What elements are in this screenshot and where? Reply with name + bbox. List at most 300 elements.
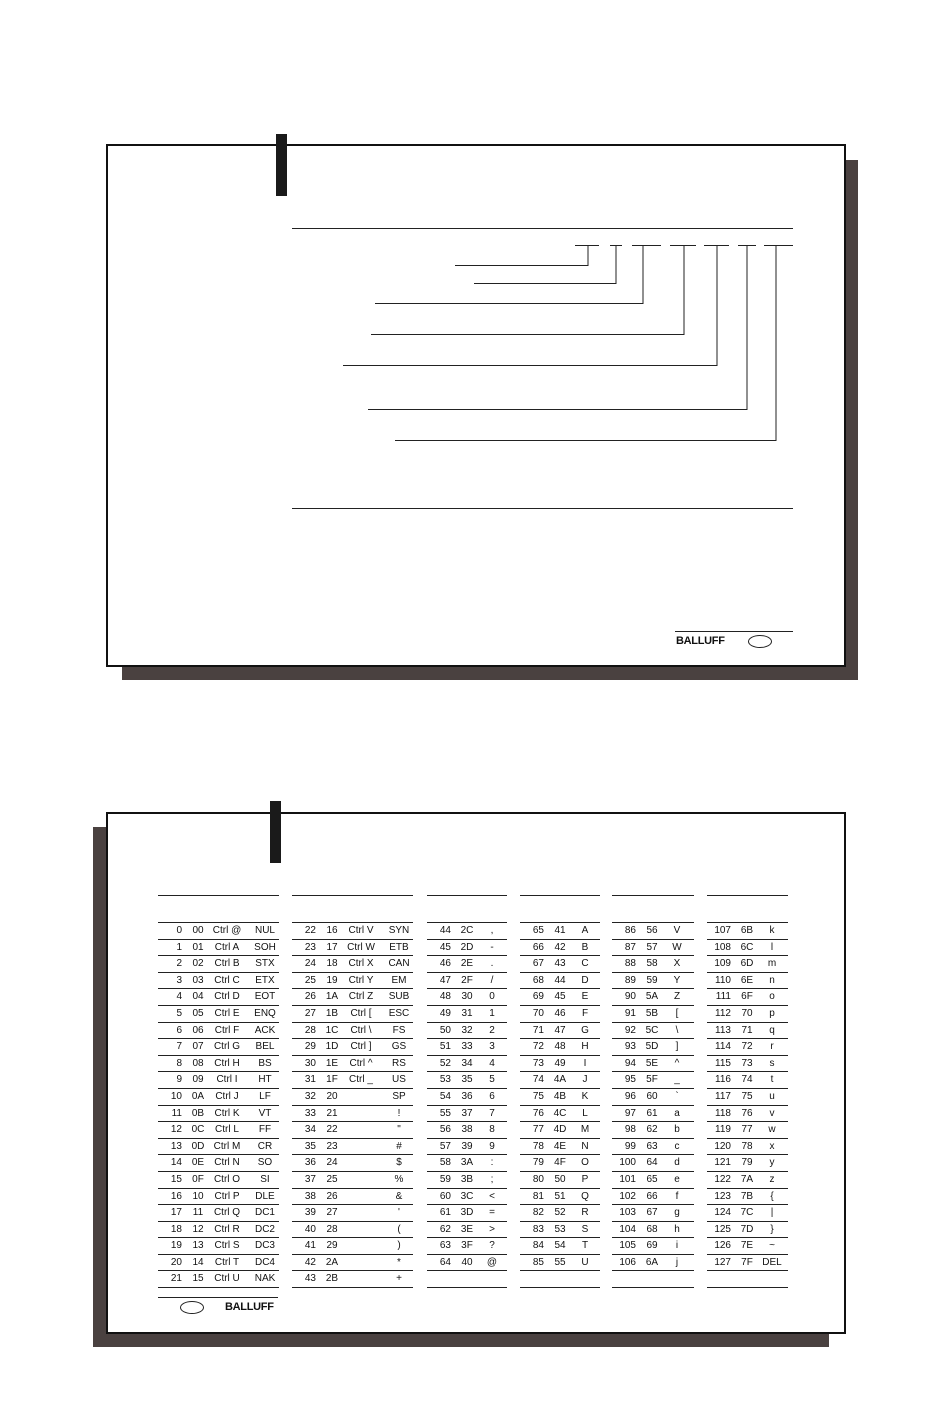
table-row	[707, 1056, 788, 1073]
table-row	[292, 1122, 413, 1139]
char-cell: %	[394, 1173, 404, 1185]
ascii-column	[427, 922, 507, 1288]
char-cell: b	[674, 1124, 680, 1136]
hex-cell: 72	[741, 1041, 753, 1053]
hex-cell: 45	[554, 991, 566, 1003]
decimal-cell: 57	[439, 1140, 451, 1152]
hex-cell: 3A	[460, 1157, 474, 1169]
empty-row	[427, 1271, 507, 1288]
table-row	[158, 1205, 279, 1222]
column-header-rule	[292, 895, 413, 896]
char-cell: SOH	[254, 941, 276, 953]
hex-cell: 5B	[645, 1007, 659, 1019]
hex-cell: 23	[326, 1140, 338, 1152]
decimal-cell: 115	[715, 1057, 731, 1069]
hex-cell: 56	[646, 925, 658, 936]
char-cell: -	[490, 941, 494, 953]
ascii-column	[158, 922, 279, 1288]
decimal-cell: 94	[624, 1057, 636, 1069]
table-row	[427, 956, 507, 973]
hex-cell: 4C	[553, 1107, 567, 1119]
hex-cell: 18	[326, 958, 338, 970]
table-row	[427, 1155, 507, 1172]
hex-cell: 4D	[553, 1124, 567, 1136]
decimal-cell: 70	[532, 1007, 544, 1019]
decimal-cell: 90	[624, 991, 636, 1003]
hex-cell: 1A	[325, 991, 339, 1003]
decimal-cell: 49	[439, 1007, 451, 1019]
char-cell: u	[769, 1090, 775, 1102]
char-cell: DLE	[255, 1190, 275, 1202]
char-cell: s	[769, 1057, 775, 1069]
hex-cell: 0B	[191, 1107, 205, 1119]
decimal-cell: 64	[439, 1256, 451, 1268]
decimal-cell: 26	[304, 991, 316, 1003]
table-row	[292, 1139, 413, 1156]
char-cell: CAN	[388, 958, 410, 970]
char-cell: SO	[257, 1157, 273, 1169]
table-row	[612, 1238, 694, 1255]
hex-cell: 13	[192, 1240, 204, 1252]
ctrl-key-cell: Ctrl ]	[350, 1041, 372, 1053]
hex-cell: 6A	[645, 1256, 659, 1268]
decimal-cell: 104	[619, 1223, 636, 1235]
decimal-cell: 84	[532, 1240, 544, 1252]
char-cell: @	[486, 1256, 498, 1268]
decimal-cell: 112	[715, 1007, 731, 1019]
table-row	[292, 956, 413, 973]
decimal-cell: 68	[532, 974, 544, 986]
char-cell: <	[489, 1190, 495, 1202]
table-row	[612, 1089, 694, 1106]
table-row	[292, 1189, 413, 1206]
char-cell: RS	[392, 1057, 406, 1069]
decimal-cell: 18	[170, 1223, 182, 1235]
decimal-cell: 127	[714, 1256, 731, 1268]
decimal-cell: 16	[170, 1190, 182, 1202]
table-row	[520, 1155, 600, 1172]
table-row	[427, 1072, 507, 1089]
char-cell: B	[581, 941, 589, 953]
decimal-cell: 88	[624, 958, 636, 970]
char-cell: )	[397, 1240, 401, 1252]
hex-cell: 40	[461, 1256, 473, 1268]
decimal-cell: 53	[439, 1074, 451, 1086]
table-row	[292, 1072, 413, 1089]
decimal-cell: 62	[439, 1223, 451, 1235]
decimal-cell: 65	[532, 925, 544, 936]
char-cell: Z	[673, 991, 681, 1003]
ctrl-key-cell: Ctrl _	[349, 1074, 373, 1086]
char-cell: A	[581, 925, 589, 936]
char-cell: 6	[489, 1090, 495, 1102]
char-cell: j	[675, 1256, 679, 1268]
table-row	[707, 1072, 788, 1089]
decimal-cell: 11	[171, 1107, 182, 1119]
table-row	[520, 1238, 600, 1255]
hex-cell: 3F	[461, 1240, 473, 1252]
hex-cell: 50	[554, 1173, 566, 1185]
hex-cell: 6B	[740, 925, 754, 936]
table-row	[707, 1238, 788, 1255]
hex-cell: 44	[554, 974, 566, 986]
char-cell: ACK	[254, 1024, 276, 1036]
hex-cell: 34	[461, 1057, 473, 1069]
table-row	[427, 1122, 507, 1139]
decimal-cell: 24	[304, 958, 316, 970]
decimal-cell: 61	[439, 1207, 451, 1219]
hex-cell: 69	[646, 1240, 658, 1252]
table-row	[292, 1056, 413, 1073]
table-row	[707, 940, 788, 957]
decimal-cell: 122	[714, 1173, 731, 1185]
hex-cell: 2B	[325, 1273, 339, 1285]
table-row	[427, 1189, 507, 1206]
table-row	[158, 940, 279, 957]
char-cell: SI	[260, 1173, 270, 1185]
char-cell: F	[581, 1007, 589, 1019]
hex-cell: 26	[326, 1190, 338, 1202]
hex-cell: 47	[554, 1024, 566, 1036]
decimal-cell: 77	[532, 1124, 544, 1136]
table-row	[612, 1255, 694, 1272]
decimal-cell: 103	[619, 1207, 636, 1219]
decimal-cell: 111	[715, 991, 731, 1003]
decimal-cell: 2	[176, 958, 182, 970]
char-cell: h	[674, 1223, 680, 1235]
table-row	[158, 1238, 279, 1255]
table-row	[612, 1172, 694, 1189]
char-cell: G	[581, 1024, 589, 1036]
table-row	[707, 923, 788, 940]
decimal-cell: 71	[532, 1024, 544, 1036]
decimal-cell: 76	[532, 1107, 544, 1119]
ctrl-key-cell: Ctrl O	[213, 1173, 241, 1185]
decimal-cell: 46	[439, 958, 451, 970]
ctrl-key-cell: Ctrl C	[214, 974, 240, 986]
char-cell: DEL	[762, 1256, 782, 1268]
hex-cell: 0F	[192, 1173, 204, 1185]
hex-cell: 62	[646, 1124, 658, 1136]
table-row	[520, 1039, 600, 1056]
hex-cell: 12	[192, 1223, 204, 1235]
ctrl-key-cell: Ctrl ^	[349, 1057, 373, 1069]
column-header-rule	[158, 895, 279, 896]
ascii-column	[612, 922, 694, 1288]
table-row	[427, 1255, 507, 1272]
char-cell: T	[581, 1240, 589, 1252]
table-row	[612, 1205, 694, 1222]
char-cell: m	[767, 958, 777, 970]
table-row	[158, 1039, 279, 1056]
decimal-cell: 60	[439, 1190, 451, 1202]
hex-cell: 53	[554, 1223, 566, 1235]
hex-cell: 7F	[741, 1256, 753, 1268]
decimal-cell: 40	[304, 1223, 316, 1235]
decimal-cell: 92	[624, 1024, 636, 1036]
table-row	[427, 1089, 507, 1106]
table-row	[520, 1172, 600, 1189]
hex-cell: 6F	[741, 991, 753, 1003]
char-cell: '	[398, 1207, 400, 1219]
table-row	[707, 1023, 788, 1040]
ctrl-key-cell: Ctrl X	[348, 958, 374, 970]
table-row	[427, 1056, 507, 1073]
char-cell: ^	[674, 1057, 680, 1069]
char-cell: W	[672, 941, 682, 953]
decimal-cell: 34	[304, 1124, 316, 1136]
char-cell: &	[395, 1190, 403, 1202]
char-cell: FF	[258, 1124, 272, 1136]
hex-cell: 32	[461, 1024, 473, 1036]
char-cell: :	[490, 1157, 494, 1169]
decimal-cell: 51	[439, 1041, 451, 1053]
table-row	[158, 1106, 279, 1123]
table-row	[158, 923, 279, 940]
table-row	[292, 1155, 413, 1172]
ctrl-key-cell: Ctrl J	[215, 1090, 239, 1102]
decimal-cell: 105	[619, 1240, 636, 1252]
decimal-cell: 100	[619, 1157, 636, 1169]
bottom-card-tab	[270, 801, 281, 863]
char-cell: ~	[769, 1240, 775, 1252]
char-cell: N	[581, 1140, 589, 1152]
ctrl-key-cell: Ctrl A	[214, 941, 240, 953]
char-cell: FS	[392, 1024, 406, 1036]
decimal-cell: 4	[176, 991, 182, 1003]
table-row	[612, 1106, 694, 1123]
char-cell: SP	[392, 1090, 406, 1102]
table-row	[520, 1089, 600, 1106]
decimal-cell: 54	[439, 1090, 451, 1102]
table-row	[427, 989, 507, 1006]
ctrl-key-cell: Ctrl [	[350, 1007, 372, 1019]
table-row	[612, 923, 694, 940]
hex-cell: 48	[554, 1041, 566, 1053]
table-row	[612, 1139, 694, 1156]
hex-cell: 73	[741, 1057, 753, 1069]
table-row	[158, 1122, 279, 1139]
decimal-cell: 78	[532, 1140, 544, 1152]
ctrl-key-cell: Ctrl I	[216, 1074, 238, 1086]
hex-cell: 33	[461, 1041, 473, 1053]
table-row	[707, 1006, 788, 1023]
decimal-cell: 73	[532, 1057, 544, 1069]
ctrl-key-cell: Ctrl Z	[348, 991, 374, 1003]
hex-cell: 29	[326, 1240, 338, 1252]
decimal-cell: 36	[304, 1157, 316, 1169]
hex-cell: 36	[461, 1090, 473, 1102]
table-row	[158, 1255, 279, 1272]
hex-cell: 4F	[554, 1157, 566, 1169]
decimal-cell: 23	[304, 941, 316, 953]
hex-cell: 17	[326, 941, 338, 953]
table-row	[707, 1155, 788, 1172]
table-row	[612, 1189, 694, 1206]
hex-cell: 00	[192, 925, 204, 936]
ctrl-key-cell: Ctrl D	[214, 991, 240, 1003]
ctrl-key-cell: Ctrl W	[347, 941, 375, 953]
ctrl-key-cell: Ctrl R	[214, 1223, 240, 1235]
table-row	[520, 1023, 600, 1040]
leader-line-6	[368, 246, 747, 410]
hex-cell: 68	[646, 1223, 658, 1235]
char-cell: 2	[489, 1024, 495, 1036]
table-row	[612, 989, 694, 1006]
char-cell: D	[581, 974, 589, 986]
table-row	[158, 1056, 279, 1073]
table-row	[520, 940, 600, 957]
decimal-cell: 1	[176, 941, 182, 953]
hex-cell: 1B	[325, 1007, 339, 1019]
table-row	[612, 956, 694, 973]
char-cell: ETB	[389, 941, 409, 953]
char-cell: NAK	[254, 1273, 276, 1285]
table-row	[520, 1106, 600, 1123]
decimal-cell: 97	[624, 1107, 636, 1119]
decimal-cell: 81	[532, 1190, 544, 1202]
table-row	[158, 1155, 279, 1172]
leader-line-2	[474, 246, 616, 284]
ctrl-key-cell: Ctrl @	[212, 925, 242, 936]
table-row	[707, 1122, 788, 1139]
hex-cell: 3D	[460, 1207, 474, 1219]
table-row	[612, 1039, 694, 1056]
char-cell: >	[489, 1223, 495, 1235]
decimal-cell: 69	[532, 991, 544, 1003]
ctrl-key-cell: Ctrl S	[214, 1240, 240, 1252]
char-cell: *	[397, 1256, 401, 1268]
decimal-cell: 6	[176, 1024, 182, 1036]
char-cell: =	[489, 1207, 495, 1219]
hex-cell: 28	[326, 1223, 338, 1235]
hex-cell: 71	[741, 1024, 753, 1036]
hex-cell: 51	[554, 1190, 566, 1202]
char-cell: x	[769, 1140, 775, 1152]
decimal-cell: 80	[532, 1173, 544, 1185]
char-cell: +	[396, 1273, 402, 1285]
decimal-cell: 79	[532, 1157, 544, 1169]
char-cell: ENQ	[254, 1007, 276, 1019]
decimal-cell: 25	[304, 974, 316, 986]
table-row	[427, 1139, 507, 1156]
char-cell: (	[397, 1223, 401, 1235]
hex-cell: 4A	[553, 1074, 567, 1086]
table-row	[707, 1205, 788, 1222]
decimal-cell: 41	[304, 1240, 316, 1252]
char-cell: ETX	[255, 974, 275, 986]
decimal-cell: 126	[714, 1240, 731, 1252]
decimal-cell: 98	[624, 1124, 636, 1136]
table-row	[427, 1023, 507, 1040]
hex-cell: 5A	[645, 991, 659, 1003]
decimal-cell: 83	[532, 1223, 544, 1235]
char-cell: `	[675, 1090, 679, 1102]
page-number-oval-bottom	[180, 1301, 204, 1314]
ctrl-key-cell: Ctrl T	[214, 1256, 240, 1268]
decimal-cell: 15	[170, 1173, 182, 1185]
hex-cell: 7B	[740, 1190, 754, 1202]
table-row	[612, 973, 694, 990]
hex-cell: 7A	[740, 1173, 754, 1185]
decimal-cell: 32	[304, 1090, 316, 1102]
char-cell: #	[396, 1140, 402, 1152]
hex-cell: 70	[741, 1007, 753, 1019]
table-row	[707, 1139, 788, 1156]
decimal-cell: 89	[624, 974, 636, 986]
hex-cell: 2D	[460, 941, 474, 953]
decimal-cell: 66	[532, 941, 544, 953]
char-cell: 0	[489, 991, 495, 1003]
table-row	[427, 1172, 507, 1189]
char-cell: S	[581, 1223, 589, 1235]
leader-line-3	[375, 246, 643, 304]
char-cell: p	[769, 1007, 775, 1019]
table-row	[158, 1189, 279, 1206]
column-header-rule	[707, 895, 788, 896]
hex-cell: 30	[461, 991, 473, 1003]
hex-cell: 66	[646, 1190, 658, 1202]
char-cell: z	[769, 1173, 775, 1185]
table-row	[158, 1222, 279, 1239]
hex-cell: 57	[646, 941, 658, 953]
table-row	[520, 1205, 600, 1222]
decimal-cell: 50	[439, 1024, 451, 1036]
char-cell: DC1	[254, 1207, 275, 1219]
table-row	[158, 989, 279, 1006]
hex-cell: 27	[326, 1207, 338, 1219]
table-row	[612, 1122, 694, 1139]
decimal-cell: 14	[170, 1157, 182, 1169]
ctrl-key-cell: Ctrl E	[214, 1007, 240, 1019]
table-row	[612, 1056, 694, 1073]
hex-cell: 52	[554, 1207, 566, 1219]
decimal-cell: 118	[715, 1107, 731, 1119]
char-cell: J	[582, 1074, 588, 1086]
table-row	[612, 1072, 694, 1089]
table-row	[158, 1089, 279, 1106]
decimal-cell: 110	[715, 974, 731, 986]
char-cell: CR	[257, 1140, 273, 1152]
char-cell: [	[675, 1007, 679, 1019]
char-cell: 1	[489, 1007, 495, 1019]
hex-cell: 61	[646, 1107, 658, 1119]
table-row	[612, 1155, 694, 1172]
table-row	[707, 1189, 788, 1206]
decimal-cell: 20	[170, 1256, 182, 1268]
table-row	[292, 1238, 413, 1255]
hex-cell: 0A	[191, 1090, 205, 1102]
hex-cell: 08	[192, 1057, 204, 1069]
char-cell: r	[770, 1041, 774, 1053]
hex-cell: 7C	[740, 1207, 754, 1219]
hex-cell: 76	[741, 1107, 753, 1119]
char-cell: l	[770, 941, 774, 953]
leader-line-1	[455, 246, 588, 266]
decimal-cell: 43	[304, 1273, 316, 1285]
hex-cell: 7E	[740, 1240, 754, 1252]
hex-cell: 54	[554, 1240, 566, 1252]
decimal-cell: 74	[532, 1074, 544, 1086]
ascii-column	[292, 922, 413, 1288]
table-row	[427, 973, 507, 990]
table-row	[292, 973, 413, 990]
hex-cell: 05	[192, 1007, 204, 1019]
hex-cell: 2E	[460, 958, 474, 970]
hex-cell: 04	[192, 991, 204, 1003]
hex-cell: 42	[554, 941, 566, 953]
table-row	[707, 1089, 788, 1106]
